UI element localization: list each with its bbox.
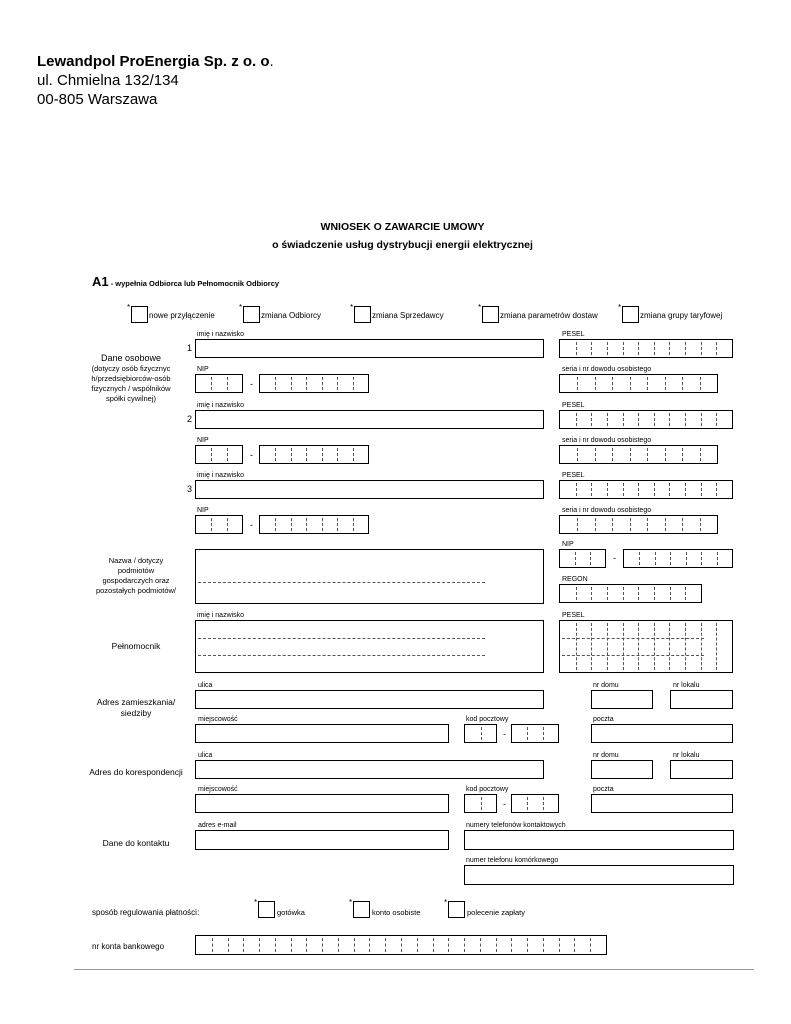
cell-separator <box>480 938 481 952</box>
request-type-checkbox[interactable] <box>354 306 371 323</box>
residence-postcode-part1[interactable] <box>464 724 497 743</box>
cell-separator <box>647 448 648 461</box>
cell-separator <box>306 518 307 531</box>
cell-separator <box>612 448 613 461</box>
form-title: WNIOSEK O ZAWARCIE UMOWY <box>320 221 485 233</box>
bank-account-field[interactable] <box>195 935 607 955</box>
request-type-label: zmiana Sprzedawcy <box>372 311 444 320</box>
cell-separator <box>654 623 655 670</box>
payment-star: * <box>254 898 258 907</box>
cell-separator <box>353 377 354 390</box>
cell-separator <box>638 342 639 355</box>
cell-separator <box>577 377 578 390</box>
cell-separator <box>574 938 575 952</box>
cell-separator <box>306 938 307 952</box>
residence-post-office-label: poczta <box>593 716 614 723</box>
mobile-label: numer telefonu komórkowego <box>466 857 559 864</box>
cell-separator <box>243 938 244 952</box>
phones-label: numery telefonów kontaktowych <box>466 822 566 829</box>
cell-separator <box>353 518 354 531</box>
cell-separator <box>665 518 666 531</box>
correspondence-street-label: ulica <box>198 752 213 759</box>
cell-separator <box>543 797 544 810</box>
cell-separator <box>638 413 639 426</box>
cell-separator <box>591 587 592 600</box>
cell-separator <box>716 342 717 355</box>
contact-section-label: Dane do kontaktu <box>102 838 170 848</box>
cell-separator <box>700 518 701 531</box>
payment-checkbox[interactable] <box>258 901 275 918</box>
cell-separator <box>670 587 671 600</box>
cell-separator <box>623 483 624 496</box>
cell-separator <box>607 623 608 670</box>
phones-field[interactable] <box>464 830 734 850</box>
residence-town-label: miejscowość <box>198 716 238 723</box>
personal-data-title: Dane osobowe <box>100 353 162 363</box>
company-nip-part1[interactable] <box>559 549 606 568</box>
cell-separator <box>701 413 702 426</box>
residence-postcode-part2[interactable] <box>511 724 559 743</box>
cell-separator <box>511 938 512 952</box>
person-nip-part1[interactable] <box>195 515 243 534</box>
cell-separator <box>591 483 592 496</box>
company-city: 00-805 Warszawa <box>37 91 158 108</box>
cell-separator <box>685 587 686 600</box>
cell-separator <box>306 377 307 390</box>
person-pesel-field[interactable] <box>559 339 733 358</box>
cell-separator <box>682 377 683 390</box>
cell-separator <box>623 623 624 670</box>
cell-separator <box>291 377 292 390</box>
mobile-field[interactable] <box>464 865 734 885</box>
cell-separator <box>716 413 717 426</box>
bottom-divider <box>74 969 754 970</box>
cell-separator <box>647 377 648 390</box>
cell-separator <box>448 938 449 952</box>
payment-star: * <box>349 898 353 907</box>
cell-separator <box>607 413 608 426</box>
cell-separator <box>212 938 213 952</box>
address-section-label: Adres zamieszkania/ siedziby <box>96 697 176 718</box>
cell-separator <box>590 552 591 565</box>
residence-flat-no-field[interactable] <box>670 690 733 709</box>
cell-separator <box>686 552 687 565</box>
payment-option-label: gotówka <box>277 908 305 917</box>
regon-field[interactable] <box>559 584 702 603</box>
cell-separator <box>701 342 702 355</box>
cell-separator <box>639 552 640 565</box>
cell-separator <box>612 377 613 390</box>
cell-separator <box>670 552 671 565</box>
cell-separator <box>701 483 702 496</box>
payment-checkbox[interactable] <box>353 901 370 918</box>
cell-separator <box>433 938 434 952</box>
cell-separator <box>665 448 666 461</box>
company-name-field[interactable] <box>195 549 544 604</box>
person-nip-dash: - <box>250 379 253 389</box>
cell-separator <box>630 518 631 531</box>
residence-street-field[interactable] <box>195 690 544 709</box>
person-pesel-field[interactable] <box>559 410 733 429</box>
person-number: 1 <box>187 343 193 353</box>
cell-separator <box>654 587 655 600</box>
person-nip-part2[interactable] <box>259 515 369 534</box>
person-number: 2 <box>187 414 193 424</box>
payment-label: sposób regulowania płatności: <box>92 908 200 917</box>
person-name-label: imię i nazwisko <box>197 331 245 338</box>
company-street: ul. Chmielna 132/134 <box>37 72 179 89</box>
correspondence-flat-no-field[interactable] <box>670 760 733 779</box>
company-name-section-label: Nazwa / dotyczy podmiotów gospodarczych oraz pozostałych podmiotów/ <box>95 556 177 595</box>
cell-separator <box>322 938 323 952</box>
cell-separator <box>227 377 228 390</box>
residence-post-office-field[interactable] <box>591 724 733 743</box>
company-nip-label: NIP <box>562 541 574 548</box>
request-type-star: * <box>478 303 482 312</box>
person-nip-dash: - <box>250 520 253 530</box>
person-pesel-label: PESEL <box>562 472 585 479</box>
residence-postcode-label: kod pocztowy <box>466 716 509 723</box>
cell-separator <box>481 797 482 810</box>
request-type-star: * <box>618 303 622 312</box>
cell-separator <box>716 483 717 496</box>
cell-separator <box>685 623 686 670</box>
cell-separator <box>337 377 338 390</box>
residence-street-label: ulica <box>198 682 213 689</box>
cell-separator <box>575 552 576 565</box>
cell-separator <box>369 938 370 952</box>
cell-separator <box>576 413 577 426</box>
cell-separator <box>623 342 624 355</box>
cell-separator <box>576 587 577 600</box>
person-id-field[interactable] <box>559 445 718 464</box>
cell-separator <box>577 518 578 531</box>
cell-separator <box>590 938 591 952</box>
person-nip-label: NIP <box>197 366 209 373</box>
request-type-label: zmiana grupy taryfowej <box>640 311 723 320</box>
person-pesel-label: PESEL <box>562 402 585 409</box>
cell-separator <box>595 448 596 461</box>
cell-separator <box>353 448 354 461</box>
residence-postcode-dash: - <box>503 729 506 739</box>
residence-house-no-field[interactable] <box>591 690 653 709</box>
cell-separator <box>275 377 276 390</box>
request-type-checkbox[interactable] <box>131 306 148 323</box>
cell-separator <box>623 587 624 600</box>
cell-separator <box>322 518 323 531</box>
personal-data-subtitle: (dotyczy osób fizycznych/przedsiębiorców-osób fizycznych / wspólników spółki cywilnej) <box>91 364 171 403</box>
cell-separator <box>638 623 639 670</box>
cell-separator <box>417 938 418 952</box>
cell-separator <box>322 448 323 461</box>
cell-separator <box>527 727 528 740</box>
regon-label: REGON <box>562 576 588 583</box>
cell-separator <box>576 342 577 355</box>
cell-separator <box>669 342 670 355</box>
correspondence-post-office-field[interactable] <box>591 794 733 813</box>
cell-separator <box>354 938 355 952</box>
cell-separator <box>638 587 639 600</box>
cell-separator <box>576 483 577 496</box>
cell-separator <box>630 377 631 390</box>
cell-separator <box>591 623 592 670</box>
cell-separator <box>654 342 655 355</box>
correspondence-postcode-label: kod pocztowy <box>466 786 509 793</box>
proxy-name-field[interactable] <box>195 620 544 673</box>
cell-separator <box>481 727 482 740</box>
company-name <box>37 53 274 70</box>
company-nip-dash: - <box>613 553 616 563</box>
cell-separator <box>227 518 228 531</box>
cell-separator <box>576 623 577 670</box>
request-type-checkbox[interactable] <box>482 306 499 323</box>
cell-separator <box>559 938 560 952</box>
personal-data-label <box>90 353 172 404</box>
cell-separator <box>322 377 323 390</box>
payment-checkbox[interactable] <box>448 901 465 918</box>
cell-separator <box>527 797 528 810</box>
request-type-star: * <box>350 303 354 312</box>
person-nip-label: NIP <box>197 437 209 444</box>
residence-flat-no-label: nr lokalu <box>673 682 700 689</box>
correspondence-town-label: miejscowość <box>198 786 238 793</box>
cell-separator <box>607 342 608 355</box>
correspondence-post-office-label: poczta <box>593 786 614 793</box>
cell-separator <box>669 483 670 496</box>
cell-separator <box>291 938 292 952</box>
cell-separator <box>654 413 655 426</box>
person-nip-part2[interactable] <box>259 374 369 393</box>
residence-town-field[interactable] <box>195 724 449 743</box>
payment-option-label: konto osobiste <box>372 908 421 917</box>
person-name-label: imię i nazwisko <box>197 472 245 479</box>
cell-separator <box>595 377 596 390</box>
person-number: 3 <box>187 484 193 494</box>
person-name-field[interactable] <box>195 410 544 429</box>
cell-separator <box>647 518 648 531</box>
cell-separator <box>306 448 307 461</box>
person-pesel-field[interactable] <box>559 480 733 499</box>
cell-separator <box>543 938 544 952</box>
bank-account-label: nr konta bankowego <box>92 942 165 951</box>
proxy-pesel-field[interactable] <box>559 620 733 673</box>
cell-separator <box>385 938 386 952</box>
cell-separator <box>577 448 578 461</box>
cell-separator <box>701 623 702 670</box>
company-name-dot: . <box>269 53 274 70</box>
cell-separator <box>543 727 544 740</box>
cell-separator <box>275 448 276 461</box>
residence-house-no-label: nr domu <box>593 682 619 689</box>
person-id-label: seria i nr dowodu osobistego <box>562 437 652 444</box>
cell-separator <box>682 518 683 531</box>
request-type-label: zmiana Odbiorcy <box>261 311 322 320</box>
person-pesel-label: PESEL <box>562 331 585 338</box>
cell-separator <box>655 552 656 565</box>
person-nip-part1[interactable] <box>195 374 243 393</box>
cell-separator <box>665 377 666 390</box>
request-type-label: nowe przyłączenie <box>149 311 215 320</box>
request-type-checkbox[interactable] <box>243 306 260 323</box>
cell-separator <box>700 448 701 461</box>
cell-separator <box>591 342 592 355</box>
cell-separator <box>227 448 228 461</box>
payment-star: * <box>444 898 448 907</box>
request-type-checkbox[interactable] <box>622 306 639 323</box>
cell-separator <box>638 483 639 496</box>
cell-separator <box>211 377 212 390</box>
cell-separator <box>669 413 670 426</box>
cell-separator <box>717 552 718 565</box>
cell-separator <box>701 552 702 565</box>
cell-separator <box>401 938 402 952</box>
cell-separator <box>464 938 465 952</box>
proxy-pesel-label: PESEL <box>562 612 585 619</box>
email-field[interactable] <box>195 830 449 850</box>
request-type-label: zmiana parametrów dostaw <box>500 311 598 320</box>
cell-separator <box>685 413 686 426</box>
correspondence-section-label: Adres do korespondencji <box>89 767 183 777</box>
cell-separator <box>630 448 631 461</box>
section-note: - wypełnia Odbiorca lub Pełnomocnik Odbiorcy <box>108 279 280 288</box>
email-label: adres e-mail <box>198 822 237 829</box>
cell-separator <box>591 413 592 426</box>
cell-separator <box>337 448 338 461</box>
cell-separator <box>228 938 229 952</box>
section-code: A1 <box>92 274 109 289</box>
cell-separator <box>275 518 276 531</box>
cell-separator <box>291 518 292 531</box>
cell-separator <box>685 342 686 355</box>
person-nip-label: NIP <box>197 507 209 514</box>
cell-separator <box>607 587 608 600</box>
cell-separator <box>211 448 212 461</box>
person-id-field[interactable] <box>559 515 718 534</box>
section-heading <box>92 273 279 291</box>
correspondence-house-no-label: nr domu <box>593 752 619 759</box>
request-type-star: * <box>239 303 243 312</box>
cell-separator <box>275 938 276 952</box>
cell-separator <box>211 518 212 531</box>
correspondence-town-field[interactable] <box>195 794 449 813</box>
company-name-text: Lewandpol ProEnergia Sp. z o. o <box>37 53 270 70</box>
request-type-star: * <box>127 303 131 312</box>
person-id-field[interactable] <box>559 374 718 393</box>
person-name-field[interactable] <box>195 339 544 358</box>
cell-separator <box>669 623 670 670</box>
person-nip-part1[interactable] <box>195 445 243 464</box>
proxy-name-label: imię i nazwisko <box>197 612 245 619</box>
correspondence-postcode-dash: - <box>503 799 506 809</box>
person-nip-dash: - <box>250 450 253 460</box>
cell-separator <box>654 483 655 496</box>
cell-separator <box>612 518 613 531</box>
person-name-field[interactable] <box>195 480 544 499</box>
person-name-label: imię i nazwisko <box>197 402 245 409</box>
cell-separator <box>259 938 260 952</box>
payment-option-label: polecenie zapłaty <box>467 908 525 917</box>
correspondence-house-no-field[interactable] <box>591 760 653 779</box>
person-nip-part2[interactable] <box>259 445 369 464</box>
cell-separator <box>338 938 339 952</box>
correspondence-flat-no-label: nr lokalu <box>673 752 700 759</box>
proxy-section-label: Pełnomocnik <box>111 641 161 651</box>
cell-separator <box>337 518 338 531</box>
cell-separator <box>716 623 717 670</box>
person-id-label: seria i nr dowodu osobistego <box>562 366 652 373</box>
cell-separator <box>595 518 596 531</box>
cell-separator <box>685 483 686 496</box>
correspondence-postcode-part1[interactable] <box>464 794 497 813</box>
correspondence-street-field[interactable] <box>195 760 544 779</box>
person-id-label: seria i nr dowodu osobistego <box>562 507 652 514</box>
cell-separator <box>496 938 497 952</box>
form-subtitle: o świadczenie usług dystrybucji energii elektrycznej <box>272 239 533 251</box>
cell-separator <box>700 377 701 390</box>
cell-separator <box>607 483 608 496</box>
correspondence-postcode-part2[interactable] <box>511 794 559 813</box>
company-nip-part2[interactable] <box>623 549 733 568</box>
cell-separator <box>682 448 683 461</box>
cell-separator <box>291 448 292 461</box>
cell-separator <box>527 938 528 952</box>
cell-separator <box>623 413 624 426</box>
